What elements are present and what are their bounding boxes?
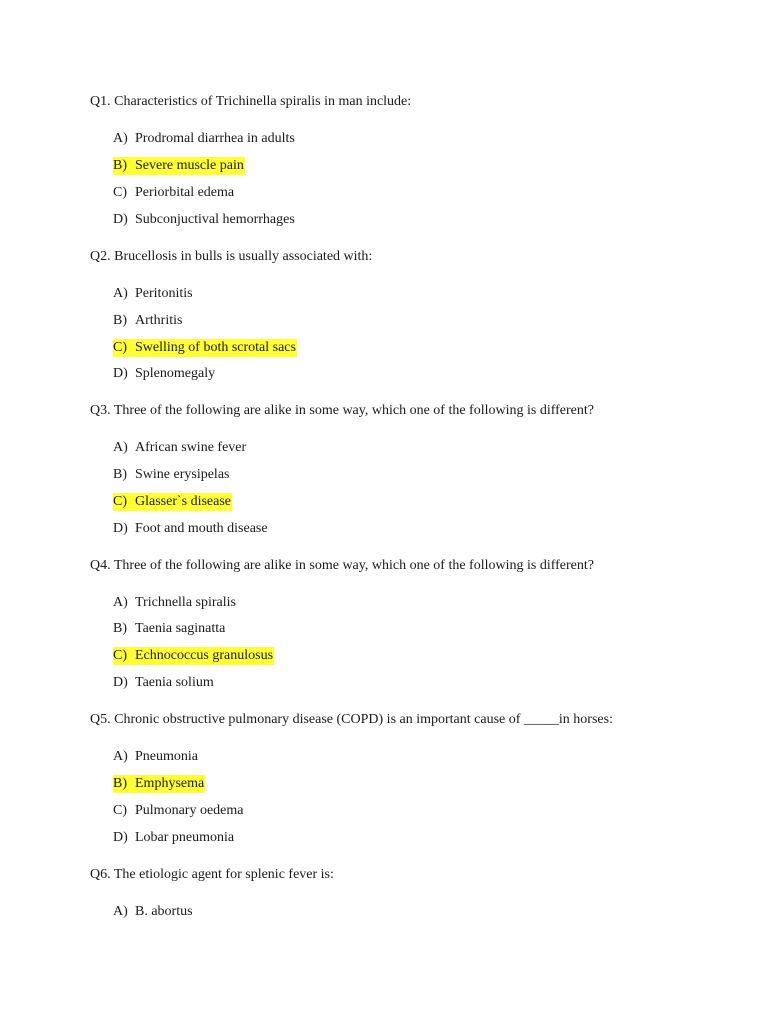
q3-option-c-answer: C) Glasser`s disease — [113, 494, 232, 509]
q4-option-a: A) Trichnella spiralis — [113, 595, 236, 610]
q5-option-c: C) Pulmonary oedema — [113, 803, 244, 818]
q5-option-a: A) Pneumonia — [113, 749, 198, 764]
q3-option-a: A) African swine fever — [113, 440, 247, 455]
q1-option-c: C) Periorbital edema — [113, 185, 235, 200]
question-4: Q4. Three of the following are alike in some way, which one of the following is different? — [90, 558, 594, 573]
q5-option-d: D) Lobar pneumonia — [113, 830, 235, 845]
q1-option-d: D) Subconjuctival hemorrhages — [113, 212, 295, 227]
q2-option-c-answer: C) Swelling of both scrotal sacs — [113, 340, 296, 355]
q2-option-a: A) Peritonitis — [113, 286, 193, 301]
question-3: Q3. Three of the following are alike in some way, which one of the following is different? — [90, 403, 594, 418]
q6-option-a: A) B. abortus — [113, 904, 193, 919]
q4-option-c-answer: C) Echnococcus granulosus — [113, 648, 274, 663]
question-1: Q1. Characteristics of Trichinella spiralis in man include: — [90, 94, 412, 109]
q3-option-d: D) Foot and mouth disease — [113, 521, 268, 536]
q3-option-b: B) Swine erysipelas — [113, 467, 230, 482]
question-6: Q6. The etiologic agent for splenic fever is: — [90, 867, 334, 882]
q1-option-a: A) Prodromal diarrhea in adults — [113, 131, 295, 146]
question-2: Q2. Brucellosis in bulls is usually associated with: — [90, 249, 373, 264]
q4-option-d: D) Taenia solium — [113, 675, 214, 690]
q2-option-b: B) Arthritis — [113, 313, 183, 328]
question-5: Q5. Chronic obstructive pulmonary disease (COPD) is an important cause of _____in horses: — [90, 712, 613, 727]
q2-option-d: D) Splenomegaly — [113, 366, 216, 381]
q5-option-b-answer: B) Emphysema — [113, 776, 205, 791]
q4-option-b: B) Taenia saginatta — [113, 621, 226, 636]
q1-option-b-answer: B) Severe muscle pain — [113, 158, 244, 173]
